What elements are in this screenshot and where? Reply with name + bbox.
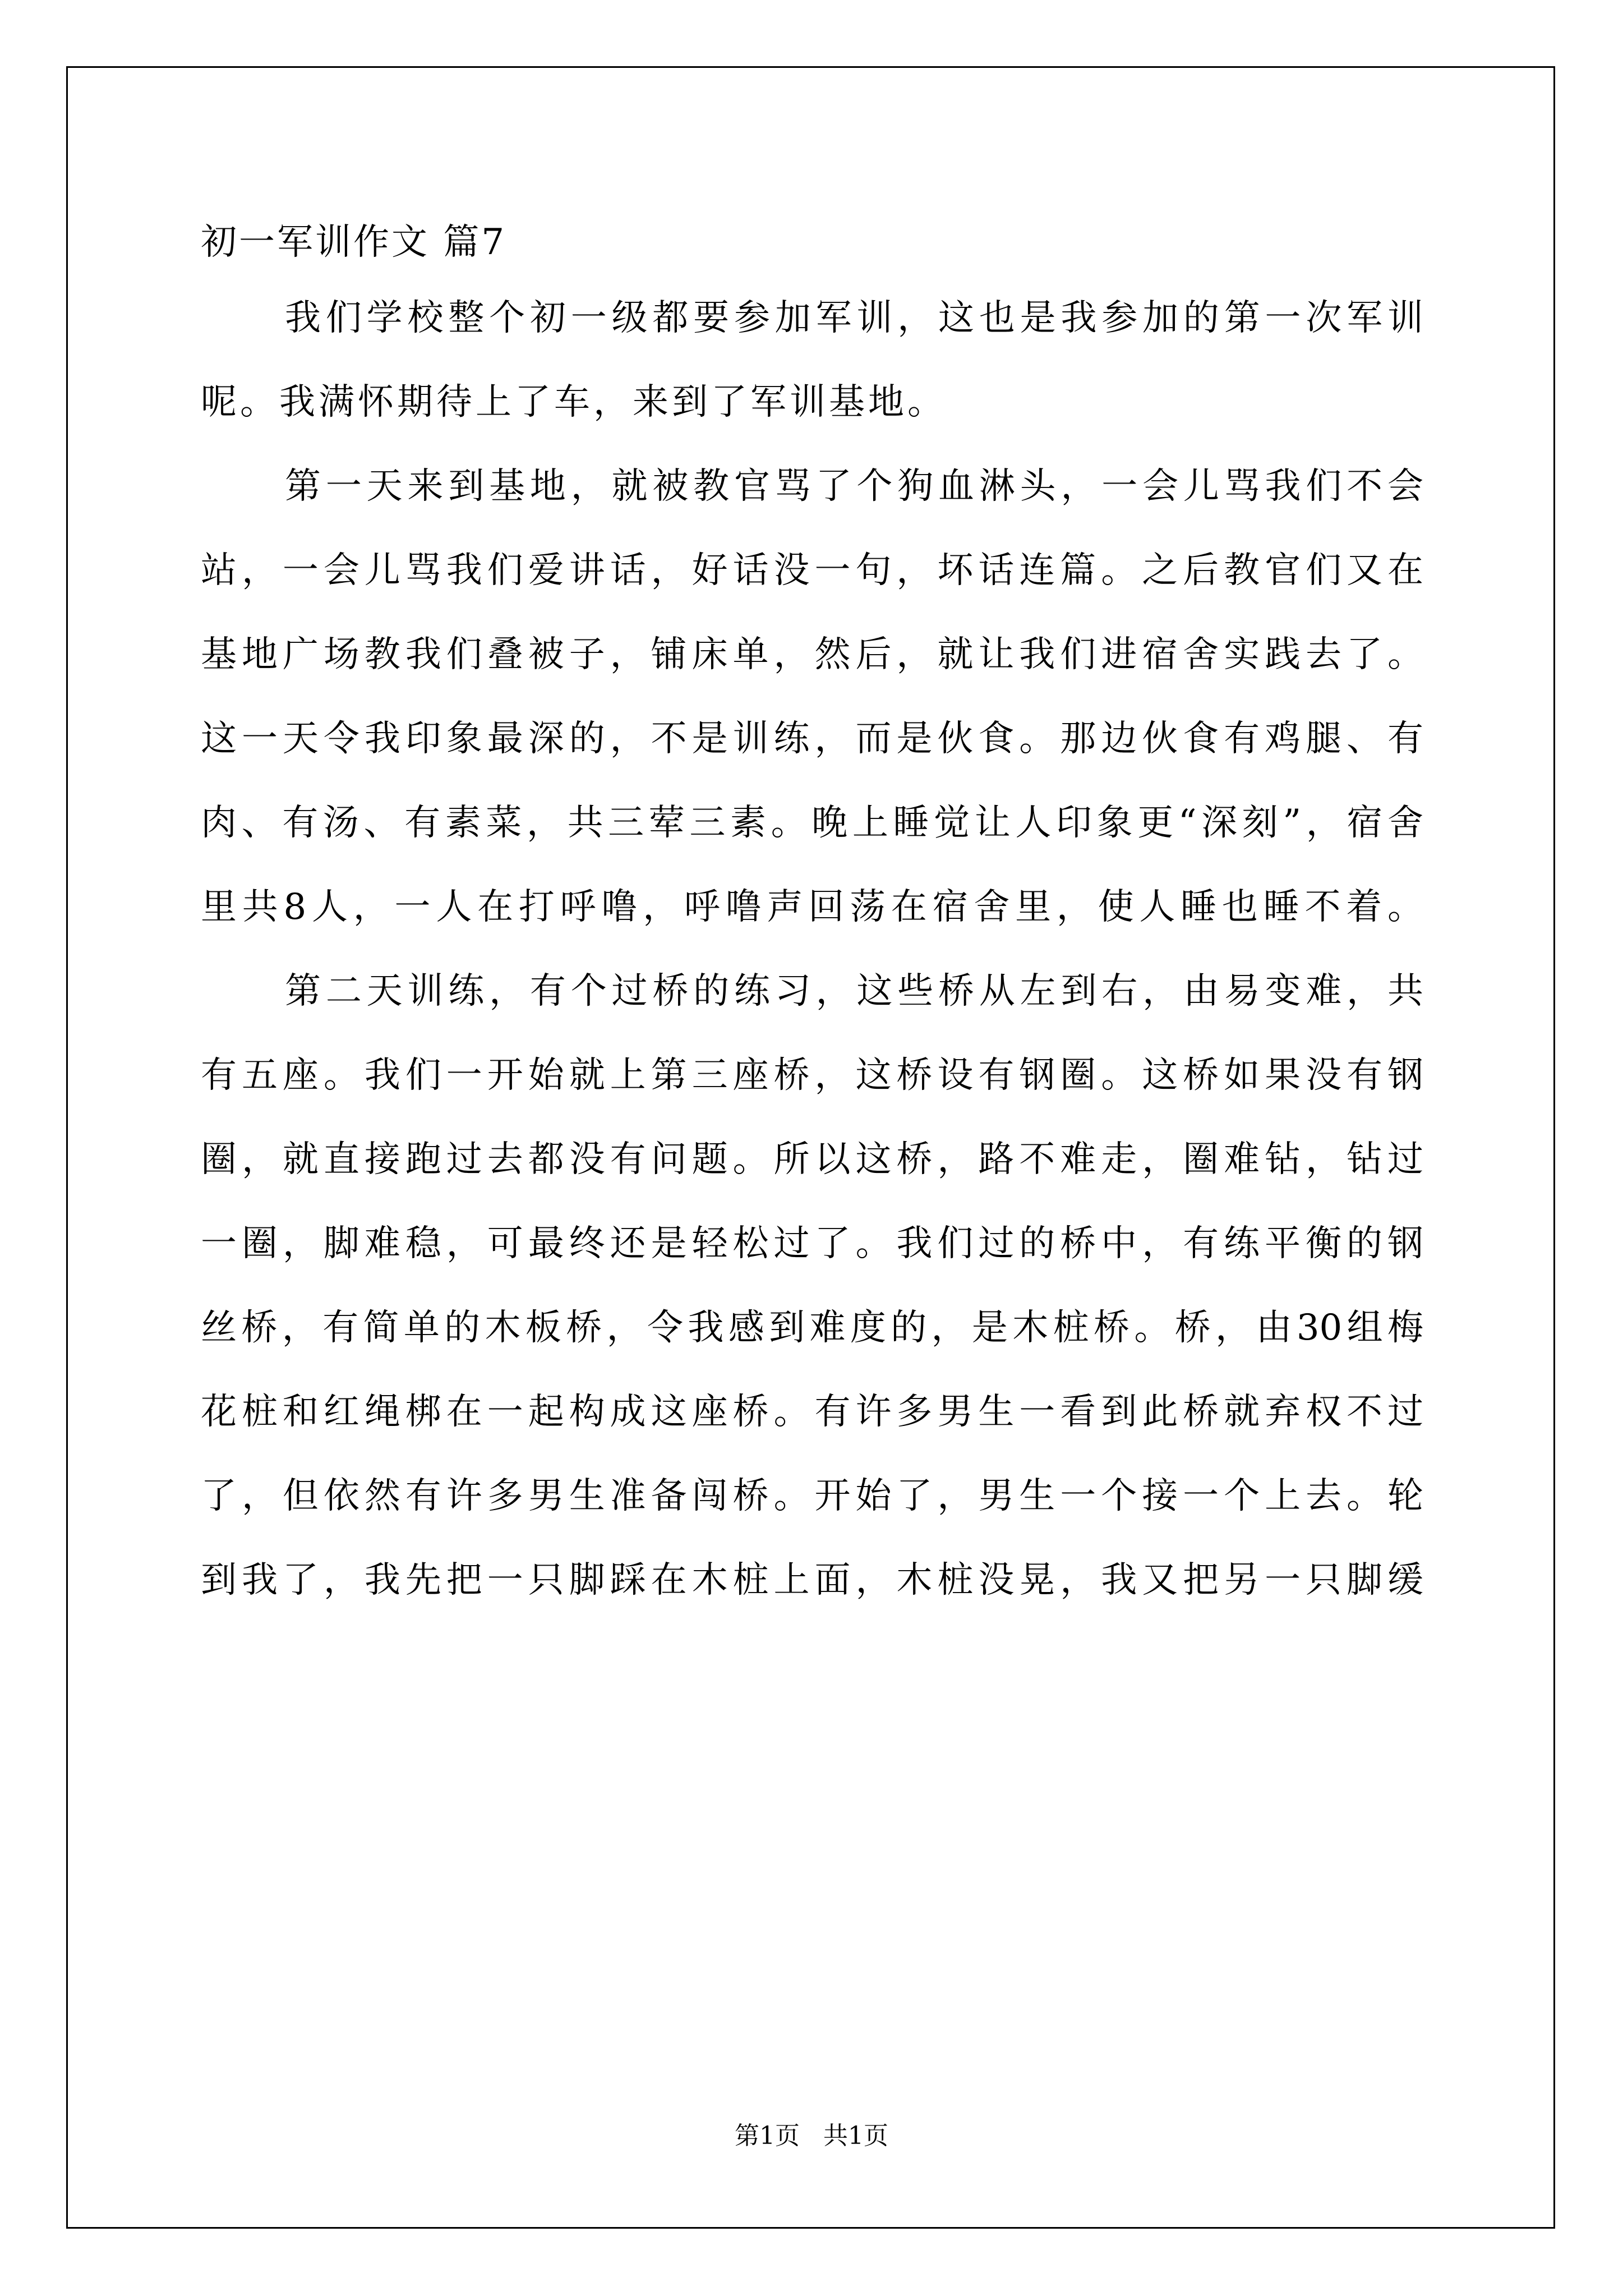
- paragraph-line: 一圈，脚难稳，可最终还是轻松过了。我们过的桥中，有练平衡的钢: [201, 1223, 1423, 1264]
- paragraph-line: 我们学校整个初一级都要参加军训，这也是我参加的第一次军训: [285, 297, 1423, 339]
- document-title: 初一军训作文 篇7: [201, 222, 507, 263]
- paragraph-line: 呢。我满怀期待上了车，来到了军训基地。: [201, 381, 947, 423]
- paragraph-line: 里共8人，一人在打呼噜，呼噜声回荡在宿舍里，使人睡也睡不着。: [201, 886, 1423, 928]
- paragraph-line: 到我了，我先把一只脚踩在木桩上面，木桩没晃，我又把另一只脚缓: [201, 1559, 1423, 1601]
- paragraph-line: 了，但依然有许多男生准备闯桥。开始了，男生一个接一个上去。轮: [201, 1475, 1423, 1517]
- paragraph-line: 花桩和红绳梆在一起构成这座桥。有许多男生一看到此桥就弃权不过: [201, 1391, 1423, 1433]
- paragraph-line: 圈，就直接跑过去都没有问题。所以这桥，路不难走，圈难钻，钻过: [201, 1139, 1423, 1180]
- paragraph-line: 有五座。我们一开始就上第三座桥，这桥设有钢圈。这桥如果没有钢: [201, 1055, 1423, 1096]
- paragraph-line: 肉、有汤、有素菜，共三荤三素。晚上睡觉让人印象更“深刻”，宿舍: [201, 802, 1423, 844]
- paragraph-line: 基地广场教我们叠被子，铺床单，然后，就让我们进宿舍实践去了。: [201, 634, 1423, 675]
- paragraph-line: 站，一会儿骂我们爱讲话，好话没一句，坏话连篇。之后教官们又在: [201, 550, 1423, 591]
- paragraph-line: 丝桥，有简单的木板桥，令我感到难度的，是木桩桥。桥，由30组梅: [201, 1307, 1423, 1349]
- paragraph-line: 第二天训练，有个过桥的练习，这些桥从左到右，由易变难，共: [285, 970, 1423, 1012]
- page-footer: 第1页 共1页: [735, 2122, 888, 2150]
- paragraph-line: 第一天来到基地，就被教官骂了个狗血淋头，一会儿骂我们不会: [285, 466, 1423, 507]
- paragraph-line: 这一天令我印象最深的，不是训练，而是伙食。那边伙食有鸡腿、有: [201, 718, 1423, 760]
